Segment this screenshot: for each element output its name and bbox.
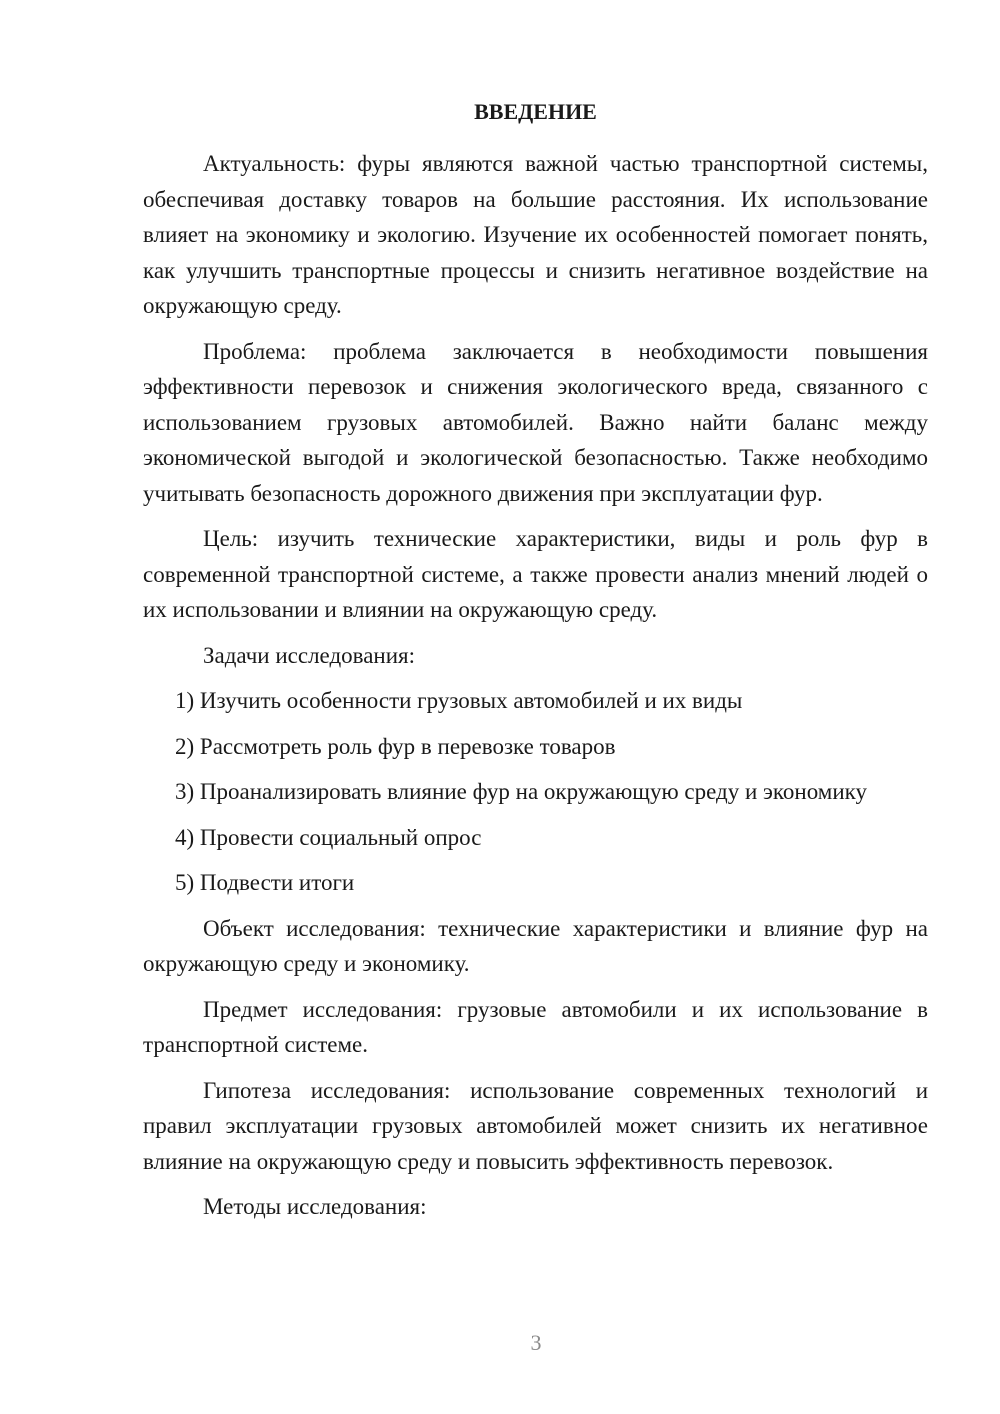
methods-heading: Методы исследования: <box>203 1194 427 1219</box>
list-item: 4) Провести социальный опрос <box>175 824 482 850</box>
list-item: 1) Изучить особенности грузовых автомобилей и их виды <box>175 688 743 713</box>
list-item: 2) Рассмотреть роль фур в перевозке товаров <box>175 733 616 759</box>
goal-paragraph: Цель: изучить технические характеристики, виды и роль фур в современной транспортной системе, а также провести анализ мнений людей о их использовании и влиянии на окружающую среду. <box>143 526 928 622</box>
tasks-heading: Задачи исследования: <box>203 642 416 668</box>
tasks-list <box>143 683 928 901</box>
problem-paragraph: Проблема: проблема заключается в необходимости повышения эффективности перевозок и снижения экологического вреда, связанного с использованием грузовых автомобилей. Важно найти баланс между экономической выгодой и экологической безопасностью. Также необходимо учитывать безопасность дорожного движения при эксплуатации фур. <box>143 338 928 506</box>
page-title: ВВЕДЕНИЕ <box>474 99 597 124</box>
document-page <box>143 92 928 1235</box>
list-item: 3) Проанализировать влияние фур на окружающую среду и экономику <box>175 779 868 804</box>
page-number: 3 <box>530 1330 542 1355</box>
relevance-paragraph: Актуальность: фуры являются важной частью транспортной системы, обеспечивая доставку товаров на большие расстояния. Их использование влияет на экономику и экологию. Изучение их особенностей помогает понять, как улучшить транспортные процессы и снизить негативное воздействие на окружающую среду. <box>143 151 928 318</box>
hypothesis-paragraph: Гипотеза исследования: использование современных технологий и правил эксплуатации грузовых автомобилей может снизить их негативное влияние на окружающую среду и повысить эффективность перевозок. <box>143 1077 928 1174</box>
object-paragraph: Объект исследования: технические характеристики и влияние фур на окружающую среду и экономику. <box>143 915 928 976</box>
list-item: 5) Подвести итоги <box>175 870 355 895</box>
subject-paragraph: Предмет исследования: грузовые автомобили и их использование в транспортной системе. <box>143 996 928 1057</box>
